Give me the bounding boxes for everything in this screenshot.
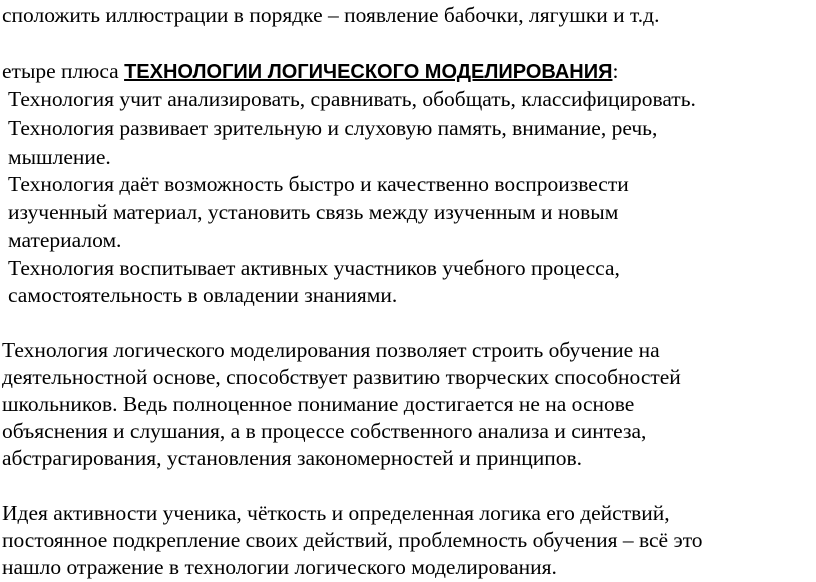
paragraph-1-line-3: школьников. Ведь полноценное понимание достигается не на основе (2, 392, 635, 416)
benefit-2-line-2: мышление. (8, 145, 111, 169)
benefit-3-line-1: Технология даёт возможность быстро и качественно воспроизвести (8, 172, 629, 196)
paragraph-2-line-1: Идея активности ученика, чёткость и определенная логика его действий, (2, 501, 670, 525)
plus-heading (2, 58, 618, 85)
benefit-3-line-3: материалом. (8, 228, 122, 252)
benefit-4-line-1: Технология воспитывает активных участников учебного процесса, (8, 256, 620, 280)
paragraph-2-line-2: постоянное подкрепление своих действий, проблемность обучения – всё это (2, 528, 703, 552)
paragraph-1-line-2: деятельностной основе, способствует развитию творческих способностей (2, 365, 681, 389)
plus-heading-prefix: етыре плюса (2, 59, 125, 83)
plus-heading-title: ТЕХНОЛОГИИ ЛОГИЧЕСКОГО МОДЕЛИРОВАНИЯ (124, 61, 613, 83)
plus-heading-suffix: : (612, 59, 619, 83)
paragraph-1-line-4: объяснения и слушания, а в процессе собственного анализа и синтеза, (2, 419, 647, 443)
benefit-2-line-1: Технология развивает зрительную и слуховую память, внимание, речь, (8, 116, 658, 140)
paragraph-1-line-5: абстрагирования, установления закономерностей и принципов. (2, 446, 583, 470)
benefit-1-line-1: Технология учит анализировать, сравнивать, обобщать, классифицировать. (8, 87, 696, 111)
benefit-4-line-2: самостоятельность в овладении знаниями. (8, 283, 398, 307)
paragraph-2-line-3: нашло отражение в технологии логического моделирования. (2, 555, 557, 579)
paragraph-1-line-1: Технология логического моделирования позволяет строить обучение на (2, 338, 660, 362)
intro-line: сположить иллюстрации в порядке – появление бабочки, лягушки и т.д. (2, 3, 660, 27)
benefit-3-line-2: изученный материал, установить связь между изученным и новым (8, 200, 619, 224)
